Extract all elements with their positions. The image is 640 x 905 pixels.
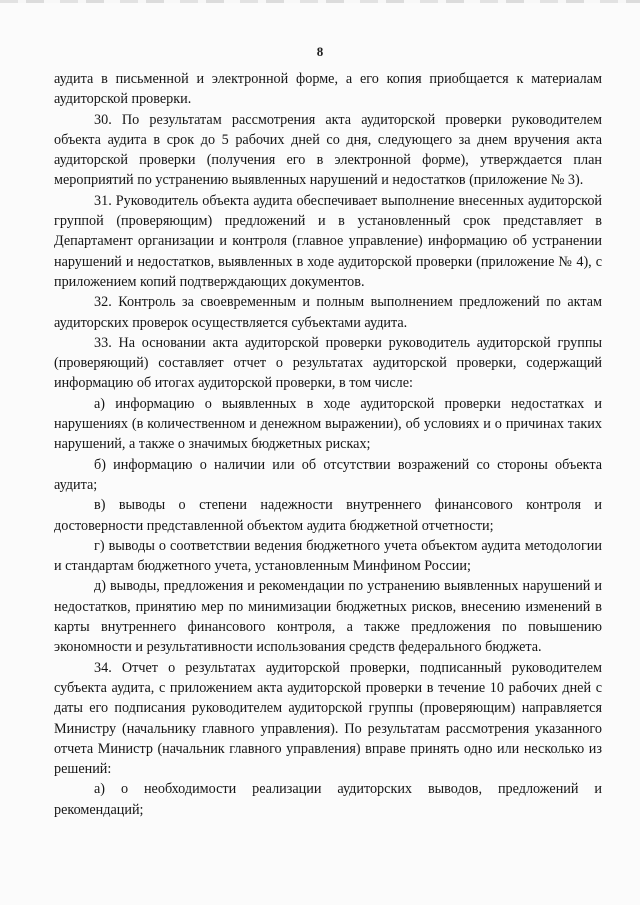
paragraph-31: 31. Руководитель объекта аудита обеспечивает выполнение внесенных аудиторской группой (проверяющим) предложений и в установленный срок представляет в Департамент организации и контроля (главное управление) информацию об устранении нарушений и недостатков, выявленных в ходе аудиторской проверки (приложение № 4), с приложением копий подтверждающих документов. [54,192,602,290]
subparagraph-33-b: б) информацию о наличии или об отсутствии возражений со стороны объекта аудита; [54,456,602,493]
subparagraph-33-d: д) выводы, предложения и рекомендации по устранению выявленных нарушений и недостатков, принятию мер по минимизации бюджетных рисков, внесению изменений в карты внутреннего финансового контроля, а также предложения по повышению экономности и результативности использования средств федерального бюджета. [54,578,602,656]
paragraph-34: 34. Отчет о результатах аудиторской проверки, подписанный руководителем субъекта аудита, с приложением акта аудиторской проверки в течение 10 рабочих дней с даты его подписания руководителем аудиторской группы (проверяющим) направляется Министру (начальнику главного управления). По результатам рассмотрения указанного отчета Министр (начальник главного управления) вправе принять одно или несколько из решений: [54,659,602,778]
scan-top-edge [0,0,640,3]
paragraph-continuation: аудита в письменной и электронной форме, а его копия приобщается к материалам аудиторской проверки. [54,71,602,108]
paragraph-30: 30. По результатам рассмотрения акта аудиторской проверки руководителем объекта аудита в срок до 5 рабочих дней со дня, следующего за днем вручения акта аудиторской проверки (получения его в электронной форме), утверждается план мероприятий по устранению выявленных нарушений и недостатков (приложение № 3). [54,111,602,189]
paragraph-33: 33. На основании акта аудиторской проверки руководитель аудиторской группы (проверяющий) составляет отчет о результатах аудиторской проверки, содержащий информацию об итогах аудиторской проверки, в том числе: [54,334,602,392]
paragraph-32: 32. Контроль за своевременным и полным выполнением предложений по актам аудиторских проверок осуществляется субъектами аудита. [54,294,602,331]
subparagraph-33-a: а) информацию о выявленных в ходе аудиторской проверки недостатках и нарушениях (в количественном и денежном выражении), об условиях и о причинах таких нарушений, а также о значимых бюджетных рисках; [54,395,602,453]
subparagraph-33-v: в) выводы о степени надежности внутреннего финансового контроля и достоверности представленной объектом аудита бюджетной отчетности; [54,497,602,534]
page-number: 8 [316,44,324,59]
subparagraph-34-a: а) о необходимости реализации аудиторских выводов, предложений и рекомендаций; [54,781,602,818]
subparagraph-33-g: г) выводы о соответствии ведения бюджетного учета объектом аудита методологии и стандартам бюджетного учета, установленным Минфином России; [54,537,602,575]
document-body [54,69,602,820]
